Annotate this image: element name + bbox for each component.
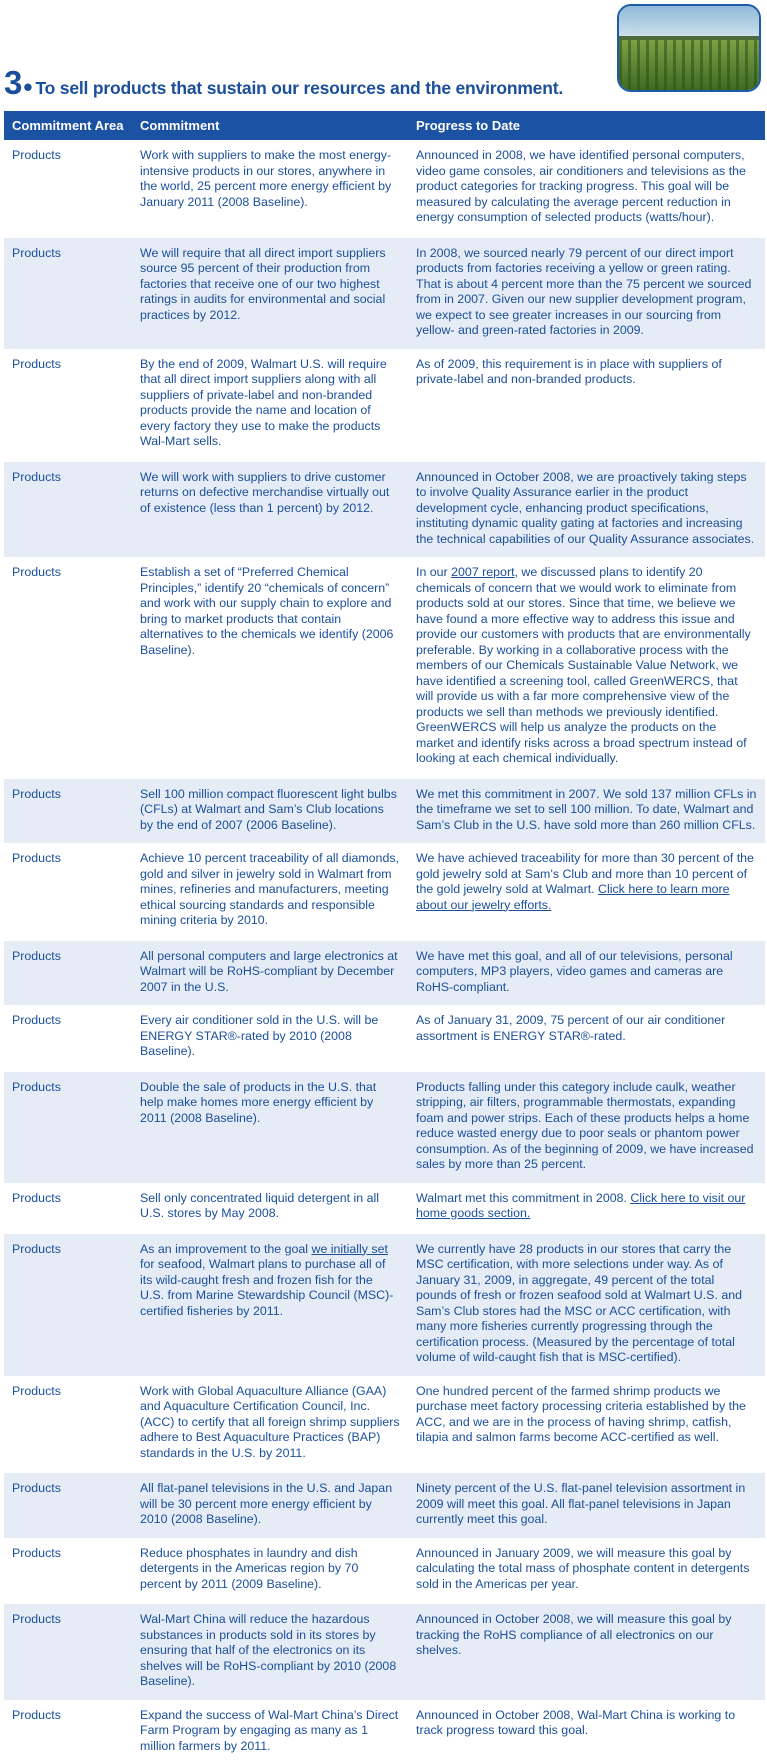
commitment-area-cell: Products [4, 1376, 132, 1473]
progress-cell: We have met this goal, and all of our televisions, personal computers, MP3 players, video games and cameras are RoHS-compliant. [408, 940, 765, 1006]
progress-text: , we discussed plans to identify 20 chemicals of concern that we would work to eliminate from products sold at our stores. Since that time, we believe we have found a more effective way to address this issue and provide our customers with products that are environmentally preferable. By working in a collaborative process with the members of our Chemicals Sustainable Value Network, we have identified a screening tool, called GreenWERCS, that will provide us with a far more comprehensive view of the products we sell than methods we previously identified. GreenWERCS will help us analyze the products on the market and identify risks across a broad spectrum instead of looking at each chemical individually. [416, 565, 751, 765]
progress-cell: We currently have 28 products in our stores that carry the MSC certification, with more selections under way. As of January 31, 2009, in aggregate, 49 percent of the total pounds of fresh or frozen seafood sold at Walmart U.S. and Sam’s Club stores had the MSC or ACC certification, with many more fisheries currently progressing through the certification process. (Measured by the percentage of total volume of wild-caught fish that is MSC-certified). [408, 1233, 765, 1376]
progress-cell: Announced in October 2008, Wal-Mart China is working to track progress toward this goal. [408, 1700, 765, 1764]
progress-cell: In 2008, we sourced nearly 79 percent of our direct import products from factories receiving a yellow or green rating. That is about 4 percent more than the 75 percent we sourced from in 2007. Given our new supplier development program, we expect to see greater increases in our sourcing from yellow- and green-rated factories in 2009. [408, 237, 765, 349]
progress-cell: Products falling under this category include caulk, weather stripping, air filters, programmable thermostats, expanding foam and power strips. Each of these products helps a home reduce wasted energy due to poor seals or phantom power consumption. As of the beginning of 2009, we have increased sales by more than 25 percent. [408, 1071, 765, 1183]
column-header-commitment: Commitment [132, 111, 408, 140]
commitment-cell: By the end of 2009, Walmart U.S. will require that all direct import suppliers along with all suppliers of private-label and non-branded products provide the name and location of every factory they use to make the products Wal-Mart sells. [132, 349, 408, 461]
commitment-cell: All personal computers and large electronics at Walmart will be RoHS-compliant by December 2007 in the U.S. [132, 940, 408, 1006]
initial-seafood-goal-link[interactable]: we initially set [312, 1242, 388, 1256]
photo-crop-rows [619, 40, 759, 90]
table-row [4, 1233, 765, 1376]
section-heading [4, 62, 563, 100]
commitment-area-cell: Products [4, 461, 132, 558]
commitment-area-cell: Products [4, 557, 132, 778]
commitment-cell: Double the sale of products in the U.S. that help make homes more energy efficient by 2011 (2008 Baseline). [132, 1071, 408, 1183]
commitment-area-cell: Products [4, 843, 132, 940]
progress-cell: Announced in January 2009, we will measure this goal by calculating the total mass of phosphate content in detergents sold in the Americas per year. [408, 1538, 765, 1604]
commitment-area-cell: Products [4, 1071, 132, 1183]
progress-cell [408, 1183, 765, 1233]
table-row [4, 1376, 765, 1473]
table-row [4, 237, 765, 349]
progress-text-lead: In our [416, 565, 451, 579]
commitment-text: for seafood, Walmart plans to purchase all of its wild-caught fresh and frozen fish for the U.S. from Marine Stewardship Council (MSC)-certified fisheries by 2011. [140, 1257, 393, 1318]
commitment-area-cell: Products [4, 1700, 132, 1764]
progress-cell: As of 2009, this requirement is in place with suppliers of private-label and non-branded products. [408, 349, 765, 461]
progress-cell: Announced in October 2008, we will measure this goal by tracking the RoHS compliance of all electronics on our shelves. [408, 1603, 765, 1700]
commitment-cell: Sell only concentrated liquid detergent in all U.S. stores by May 2008. [132, 1183, 408, 1233]
progress-cell [408, 843, 765, 940]
commitment-cell [132, 1233, 408, 1376]
commitment-area-cell: Products [4, 1183, 132, 1233]
progress-cell: As of January 31, 2009, 75 percent of our air conditioner assortment is ENERGY STAR®-rated. [408, 1005, 765, 1071]
commitment-text-lead: As an improvement to the goal [140, 1242, 312, 1256]
commitment-area-cell: Products [4, 140, 132, 237]
table-row [4, 557, 765, 778]
commitment-area-cell: Products [4, 940, 132, 1006]
commitment-area-cell: Products [4, 349, 132, 461]
commitment-cell: All flat-panel televisions in the U.S. and Japan will be 30 percent more energy efficient by 2010 (2008 Baseline). [132, 1472, 408, 1538]
photo-sky [619, 6, 759, 40]
table-row [4, 1700, 765, 1764]
commitment-area-cell: Products [4, 1472, 132, 1538]
home-goods-link[interactable]: Click here to visit our home goods section. [416, 1191, 745, 1221]
table-row [4, 1472, 765, 1538]
table-row [4, 1071, 765, 1183]
table-row [4, 843, 765, 940]
section-number: 3 [4, 66, 22, 100]
progress-text: Walmart met this commitment in 2008. [416, 1191, 630, 1205]
farm-field-photo [617, 4, 761, 92]
commitment-area-cell: Products [4, 1538, 132, 1604]
table-row [4, 1603, 765, 1700]
commitment-cell: Expand the success of Wal-Mart China’s Direct Farm Program by engaging as many as 1 million farmers by 2011. [132, 1700, 408, 1764]
table-row [4, 1538, 765, 1604]
table-row [4, 778, 765, 844]
commitment-area-cell: Products [4, 237, 132, 349]
commitments-table [4, 111, 765, 1764]
table-row [4, 140, 765, 237]
progress-cell: Announced in 2008, we have identified personal computers, video game consoles, air conditioners and televisions as the product categories for tracking progress. This goal will be measured by calculating the average percent reduction in energy consumption of selected products (watts/hour). [408, 140, 765, 237]
section-title: To sell products that sustain our resources and the environment. [35, 76, 563, 100]
commitment-cell: Wal-Mart China will reduce the hazardous substances in products sold in its stores by ensuring that half of the electronics on its shelves will be RoHS-compliant by 2010 (2008 Baseline). [132, 1603, 408, 1700]
commitment-cell: Every air conditioner sold in the U.S. will be ENERGY STAR®-rated by 2010 (2008 Baseline). [132, 1005, 408, 1071]
column-header-progress: Progress to Date [408, 111, 765, 140]
commitment-cell: Work with Global Aquaculture Alliance (GAA) and Aquaculture Certification Council, Inc. (ACC) to certify that all foreign shrimp suppliers adhere to Best Aquaculture Practices (BAP) standards in the U.S. by 2011. [132, 1376, 408, 1473]
commitment-cell: Establish a set of “Preferred Chemical Principles,” identify 20 “chemicals of concern” and work with our supply chain to explore and bring to market products that contain alternatives to the chemicals we identify (2006 Baseline). [132, 557, 408, 778]
table-row [4, 1005, 765, 1071]
commitment-area-cell: Products [4, 1603, 132, 1700]
jewelry-efforts-link[interactable]: Click here to learn more about our jewelry efforts. [416, 882, 730, 912]
commitment-area-cell: Products [4, 1233, 132, 1376]
commitment-cell: We will work with suppliers to drive customer returns on defective merchandise virtually out of existence (less than 1 percent) by 2012. [132, 461, 408, 558]
column-header-commitment-area: Commitment Area [4, 111, 132, 140]
commitment-cell: Achieve 10 percent traceability of all diamonds, gold and silver in jewelry sold in Walmart from mines, refineries and manufacturers, meeting ethical sourcing standards and responsible mining criteria by 2010. [132, 843, 408, 940]
commitment-area-cell: Products [4, 778, 132, 844]
report-2007-link[interactable]: 2007 report [451, 565, 514, 579]
commitment-cell: Reduce phosphates in laundry and dish detergents in the Americas region by 70 percent by 2011 (2009 Baseline). [132, 1538, 408, 1604]
table-header-row [4, 111, 765, 140]
progress-cell: We met this commitment in 2007. We sold 137 million CFLs in the timeframe we set to sell 100 million. To date, Walmart and Sam’s Club in the U.S. have sold more than 260 million CFLs. [408, 778, 765, 844]
progress-cell: Announced in October 2008, we are proactively taking steps to involve Quality Assurance earlier in the product development cycle, enhancing product specifications, instituting dynamic quality gating at factories and increasing the technical capabilities of our Quality Assurance associates. [408, 461, 765, 558]
table-row [4, 940, 765, 1006]
commitment-cell: We will require that all direct import suppliers source 95 percent of their production from factories that receive one of our two highest ratings in audits for environmental and social practices by 2012. [132, 237, 408, 349]
table-row [4, 461, 765, 558]
progress-cell: Ninety percent of the U.S. flat-panel television assortment in 2009 will meet this goal. All flat-panel televisions in Japan currently meet this goal. [408, 1472, 765, 1538]
section-bullet: • [23, 74, 32, 100]
table-row [4, 1183, 765, 1233]
commitment-cell: Work with suppliers to make the most energy-intensive products in our stores, anywhere in the world, 25 percent more energy efficient by January 2011 (2008 Baseline). [132, 140, 408, 237]
commitment-area-cell: Products [4, 1005, 132, 1071]
progress-cell [408, 557, 765, 778]
progress-text: We have achieved traceability for more than 30 percent of the gold jewelry sold at Sam’s Club and more than 10 percent of the gold jewelry sold at Walmart. [416, 851, 754, 896]
commitment-cell: Sell 100 million compact fluorescent light bulbs (CFLs) at Walmart and Sam’s Club locations by the end of 2007 (2006 Baseline). [132, 778, 408, 844]
progress-cell: One hundred percent of the farmed shrimp products we purchase meet factory processing criteria established by the ACC, and we are in the process of having shrimp, catfish, tilapia and salmon farms become ACC-certified as well. [408, 1376, 765, 1473]
table-row [4, 349, 765, 461]
